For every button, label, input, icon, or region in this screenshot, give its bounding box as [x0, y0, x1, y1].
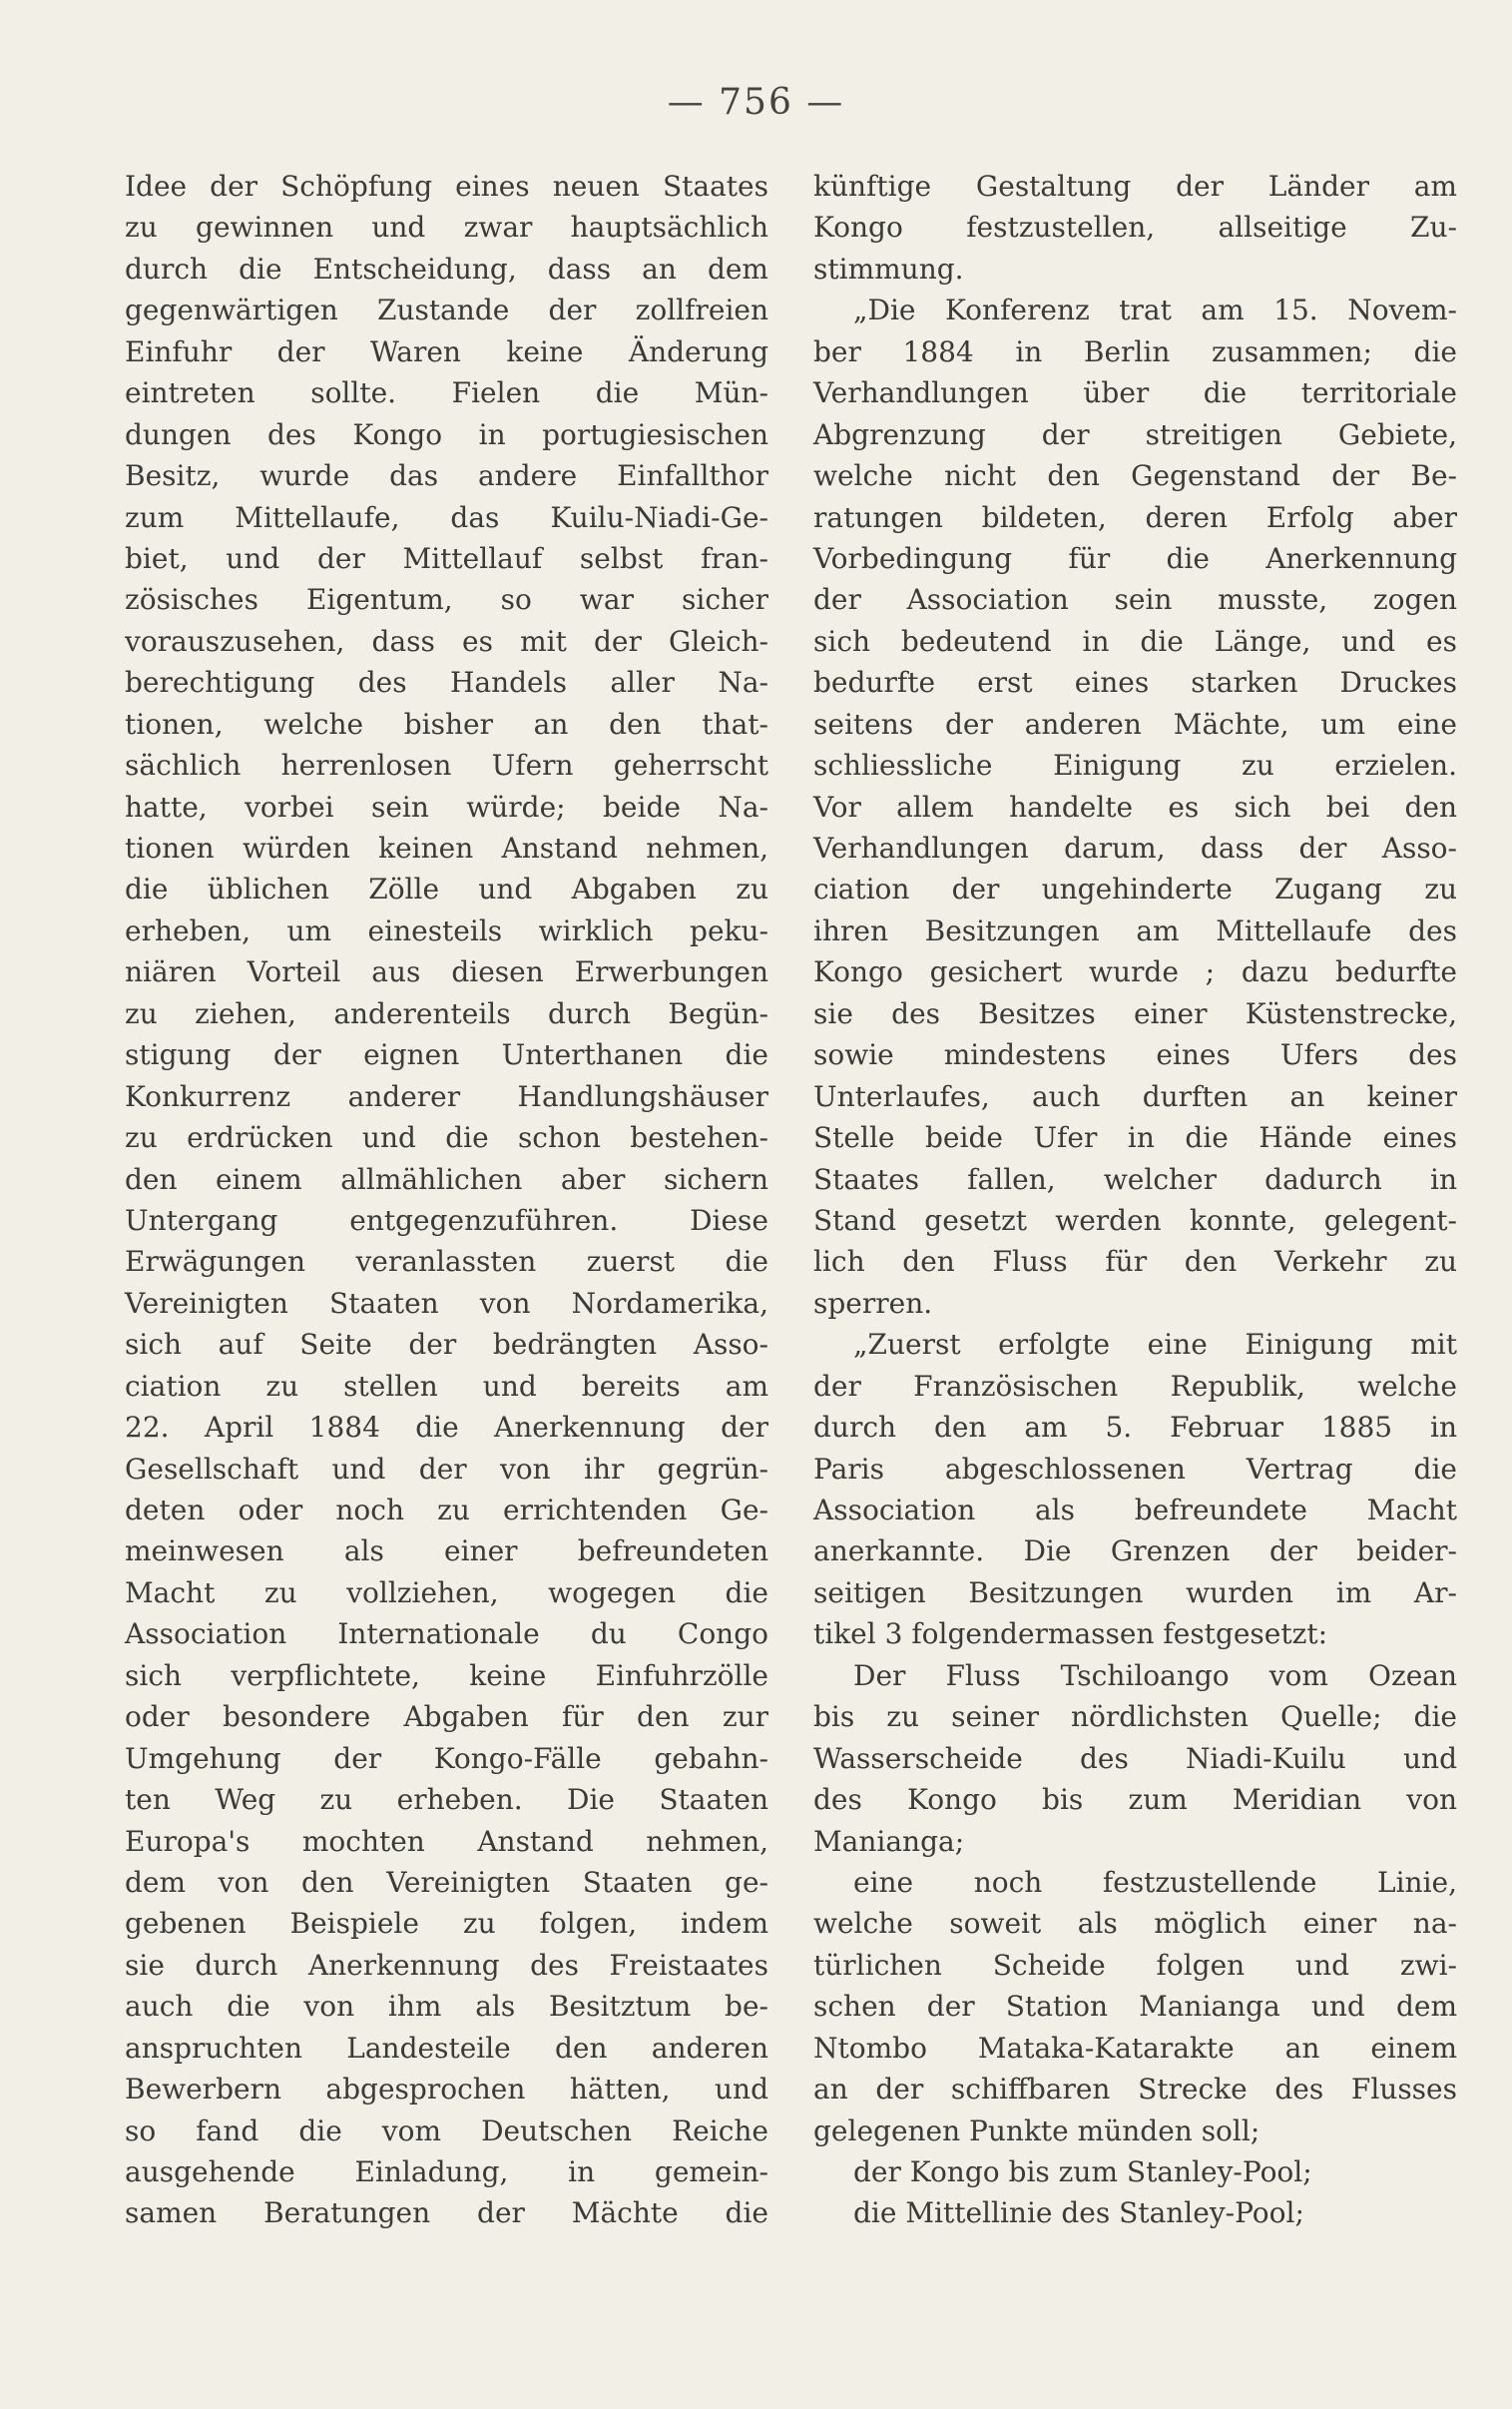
text-line: dungen des Kongo in portugiesischen — [125, 417, 768, 451]
text-line: Der Fluss Tschiloango vom Ozean — [853, 1658, 1457, 1692]
text-line: welche nicht den Gegenstand der Be- — [813, 459, 1457, 493]
text-line: sowie mindestens eines Ufers des — [813, 1038, 1457, 1072]
text-line: schliessliche Einigung zu erzielen. — [813, 749, 1457, 783]
text-line: ber 1884 in Berlin zusammen; die — [813, 334, 1457, 368]
text-line: sie durch Anerkennung des Freistaates — [125, 1948, 768, 1982]
text-line: des Kongo bis zum Meridian von — [813, 1783, 1457, 1817]
right-column — [813, 166, 1457, 2234]
text-line: ciation zu stellen und bereits am — [125, 1369, 768, 1403]
text-line: bis zu seiner nördlichsten Quelle; die — [813, 1700, 1457, 1734]
text-line: Kongo gesichert wurde ; dazu bedurfte — [813, 955, 1457, 989]
text-line: Gesellschaft und der von ihr gegrün- — [125, 1452, 768, 1486]
text-line: Verhandlungen über die territoriale — [813, 376, 1457, 410]
text-line: sperren. — [813, 1286, 933, 1320]
text-line: Stelle beide Ufer in die Hände eines — [813, 1121, 1457, 1155]
text-line: ciation der ungehinderte Zugang zu — [813, 873, 1457, 906]
text-line: die Mittellinie des Stanley-Pool; — [853, 2196, 1304, 2230]
text-line: Verhandlungen darum, dass der Asso- — [813, 832, 1457, 865]
text-line: sich verpflichtete, keine Einfuhrzölle — [125, 1658, 768, 1692]
text-line: Association als befreundete Macht — [813, 1494, 1457, 1526]
text-line: seitens der anderen Mächte, um eine — [813, 707, 1457, 741]
text-line: sie des Besitzes einer Küstenstrecke, — [813, 996, 1457, 1030]
text-line: Stand gesetzt werden konnte, gelegent- — [813, 1203, 1457, 1237]
text-line: ausgehende Einladung, in gemein- — [125, 2155, 768, 2188]
text-line: zu erdrücken und die schon bestehen- — [125, 1121, 768, 1155]
text-line: auch die von ihm als Besitztum be- — [125, 1990, 768, 2024]
text-line: die üblichen Zölle und Abgaben zu — [125, 873, 768, 906]
text-line: Abgrenzung der streitigen Gebiete, — [813, 417, 1457, 451]
text-line: vorauszusehen, dass es mit der Gleich- — [125, 624, 768, 658]
text-line: Europa's mochten Anstand nehmen, — [125, 1824, 768, 1858]
text-line: welche soweit als möglich einer na- — [813, 1907, 1457, 1941]
text-line: Kongo festzustellen, allseitige Zu- — [813, 211, 1457, 245]
text-line: der Kongo bis zum Stanley-Pool; — [853, 2155, 1312, 2188]
text-line: samen Beratungen der Mächte die — [125, 2196, 768, 2230]
text-line: sich bedeutend in die Länge, und es — [813, 624, 1457, 658]
text-line: Vor allem handelte es sich bei den — [813, 790, 1457, 824]
text-line: tionen, welche bisher an den that- — [125, 707, 768, 741]
text-line: „Zuerst erfolgte eine Einigung mit — [853, 1328, 1457, 1362]
text-line: schen der Station Manianga und dem — [813, 1990, 1457, 2024]
text-line: sächlich herrenlosen Ufern geherrscht — [125, 749, 768, 783]
text-line: gegenwärtigen Zustande der zollfreien — [125, 294, 768, 327]
text-line: zum Mittellaufe, das Kuilu-Niadi-Ge- — [125, 500, 768, 534]
text-line: künftige Gestaltung der Länder am — [813, 170, 1457, 203]
text-line: Macht zu vollziehen, wogegen die — [125, 1575, 768, 1609]
text-line: ten Weg zu erheben. Die Staaten — [125, 1783, 768, 1817]
text-line: Konkurrenz anderer Handlungshäuser — [125, 1079, 768, 1113]
text-line: Erwägungen veranlassten zuerst die — [125, 1245, 768, 1279]
text-line: Unterlaufes, auch durften an keiner — [813, 1079, 1457, 1113]
text-line: Wasserscheide des Niadi-Kuilu und — [813, 1741, 1457, 1775]
text-line: zösisches Eigentum, so war sicher — [125, 583, 768, 617]
text-line: Bewerbern abgesprochen hätten, und — [125, 2073, 768, 2107]
text-line: deten oder noch zu errichtenden Ge- — [125, 1494, 768, 1526]
text-line: oder besondere Abgaben für den zur — [125, 1700, 768, 1734]
text-line: 22. April 1884 die Anerkennung der — [125, 1411, 768, 1445]
text-line: stimmung. — [813, 252, 964, 286]
text-line: anspruchten Landesteile den anderen — [125, 2031, 768, 2065]
text-line: an der schiffbaren Strecke des Flusses — [813, 2073, 1457, 2107]
text-line: tikel 3 folgendermassen festgesetzt: — [813, 1617, 1328, 1651]
text-line: Besitz, wurde das andere Einfallthor — [125, 459, 768, 493]
text-line: eintreten sollte. Fielen die Mün- — [125, 376, 768, 410]
text-line: durch die Entscheidung, dass an dem — [125, 252, 768, 286]
text-line: Umgehung der Kongo-Fälle gebahn- — [125, 1741, 768, 1775]
text-line: Idee der Schöpfung eines neuen Staates — [125, 170, 768, 203]
text-line: zu gewinnen und zwar hauptsächlich — [125, 211, 768, 245]
text-line: seitigen Besitzungen wurden im Ar- — [813, 1575, 1457, 1609]
text-line: der Association sein musste, zogen — [813, 583, 1457, 617]
left-column — [125, 166, 768, 2234]
text-line: niären Vorteil aus diesen Erwerbungen — [125, 955, 768, 989]
text-line: Vereinigten Staaten von Nordamerika, — [125, 1286, 768, 1320]
text-line: türlichen Scheide folgen und zwi- — [813, 1948, 1457, 1982]
text-line: „Die Konferenz trat am 15. Novem- — [853, 294, 1457, 327]
text-line: hatte, vorbei sein würde; beide Na- — [125, 790, 768, 824]
text-line: gelegenen Punkte münden soll; — [813, 2113, 1260, 2147]
text-line: so fand die vom Deutschen Reiche — [125, 2113, 768, 2147]
text-line: anerkannte. Die Grenzen der beider- — [813, 1534, 1457, 1568]
page-number: — 756 — — [667, 82, 845, 123]
text-line: durch den am 5. Februar 1885 in — [813, 1411, 1457, 1445]
text-line: Vorbedingung für die Anerkennung — [813, 541, 1457, 575]
text-line: gebenen Beispiele zu folgen, indem — [125, 1907, 768, 1941]
text-line: ihren Besitzungen am Mittellaufe des — [813, 913, 1457, 947]
text-line: lich den Fluss für den Verkehr zu — [813, 1245, 1457, 1279]
text-line: meinwesen als einer befreundeten — [125, 1534, 768, 1568]
text-line: dem von den Vereinigten Staaten ge- — [125, 1865, 768, 1899]
text-line: sich auf Seite der bedrängten Asso- — [125, 1328, 768, 1362]
text-line: stigung der eignen Unterthanen die — [125, 1038, 768, 1072]
text-line: den einem allmählichen aber sichern — [125, 1162, 768, 1196]
text-line: Untergang entgegenzuführen. Diese — [125, 1203, 768, 1237]
text-line: Einfuhr der Waren keine Änderung — [125, 334, 768, 368]
text-line: der Französischen Republik, welche — [813, 1369, 1457, 1403]
text-line: erheben, um einesteils wirklich peku- — [125, 913, 768, 947]
text-line: Staates fallen, welcher dadurch in — [813, 1162, 1457, 1196]
text-line: bedurfte erst eines starken Druckes — [813, 666, 1457, 700]
text-line: Ntombo Mataka-Katarakte an einem — [813, 2031, 1457, 2065]
text-line: tionen würden keinen Anstand nehmen, — [125, 832, 768, 865]
text-line: zu ziehen, anderenteils durch Begün- — [125, 996, 768, 1030]
text-line: Paris abgeschlossenen Vertrag die — [813, 1452, 1457, 1486]
text-line: Manianga; — [813, 1824, 965, 1858]
text-line: eine noch festzustellende Linie, — [853, 1865, 1457, 1899]
text-line: ratungen bildeten, deren Erfolg aber — [813, 500, 1457, 534]
text-line: berechtigung des Handels aller Na- — [125, 666, 768, 700]
text-line: Association Internationale du Congo — [125, 1617, 768, 1651]
text-line: biet, und der Mittellauf selbst fran- — [125, 541, 768, 575]
